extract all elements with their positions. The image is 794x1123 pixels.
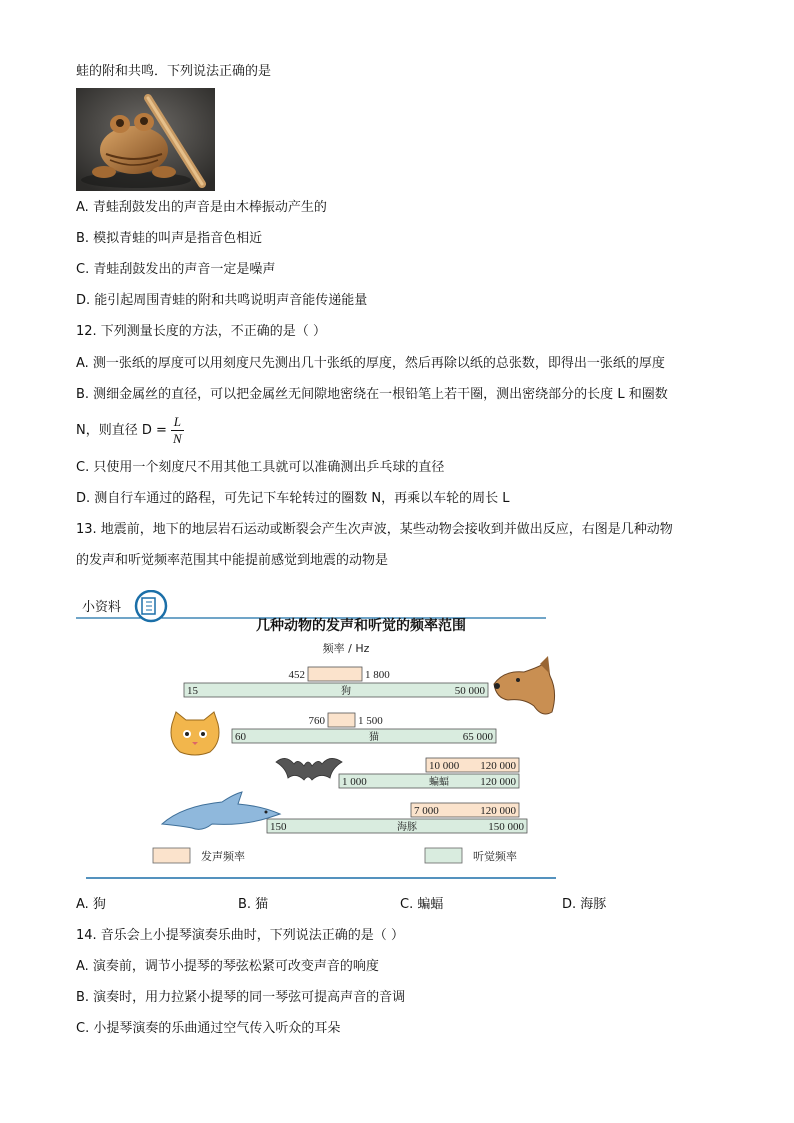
hearing-max-label-3: 150 000 (488, 821, 524, 833)
q11-stem-tail: 蛙的附和共鸣．下列说法正确的是 (76, 64, 272, 79)
fraction-denominator: N (173, 431, 182, 446)
q11-option-d: D. 能引起周围青蛙的附和共鸣说明声音能传递能量 (76, 293, 368, 308)
produce-max-label-3: 120 000 (480, 805, 516, 817)
produce-max-label-2: 120 000 (480, 760, 516, 772)
legend-swatch-hear (425, 848, 462, 863)
q12-stem: 12. 下列测量长度的方法，不正确的是（ ） (76, 324, 326, 339)
q11-option-b: B. 模拟青蛙的叫声是指音色相近 (76, 231, 263, 246)
q12-formula-prefix: N，则直径 D = (76, 423, 167, 438)
produce-max-label-1: 1 500 (358, 715, 383, 727)
q14-option-c: C. 小提琴演奏的乐曲通过空气传入听众的耳朵 (76, 1021, 341, 1036)
hearing-bar-1 (232, 729, 496, 743)
animal-name-0: 狗 (341, 686, 351, 697)
hearing-max-label-1: 65 000 (462, 731, 493, 743)
hearing-min-label-2: 1 000 (342, 776, 367, 788)
legend-label-hear: 听觉频率 (473, 850, 517, 863)
hearing-min-label-0: 15 (187, 685, 198, 697)
q13-option-d: D. 海豚 (562, 897, 607, 912)
q13-stem-line1: 13. 地震前，地下的地层岩石运动或断裂会产生次声波，某些动物会接收到并做出反应，右图是几种动物 (76, 522, 673, 537)
produce-min-label-1: 760 (308, 715, 325, 727)
chart-badge: 小资料 (82, 600, 122, 615)
produce-min-label-2: 10 000 (429, 760, 460, 772)
hearing-max-label-2: 120 000 (480, 776, 516, 788)
q13-stem-line2: 的发声和听觉频率范围其中能提前感觉到地震的动物是 (76, 553, 389, 568)
animal-name-3: 海豚 (397, 822, 417, 833)
animal-name-2: 蝙蝠 (429, 777, 449, 788)
book-icon (136, 591, 166, 621)
q14-option-b: B. 演奏时，用力拉紧小提琴的同一琴弦可提高声音的音调 (76, 990, 406, 1005)
produce-min-label-0: 452 (288, 669, 305, 681)
legend-label-produce: 发声频率 (201, 850, 245, 863)
animal-name-1: 猫 (369, 732, 379, 743)
q14-option-a: A. 演奏前，调节小提琴的琴弦松紧可改变声音的响度 (76, 959, 379, 974)
hearing-max-label-0: 50 000 (454, 685, 485, 697)
q12-option-c: C. 只使用一个刻度尺不用其他工具就可以准确测出乒乓球的直径 (76, 460, 445, 475)
produce-bar-0 (308, 667, 362, 681)
produce-bar-1 (328, 713, 355, 727)
hearing-min-label-3: 150 (270, 821, 287, 833)
fraction-numerator: L (171, 414, 184, 431)
q11-option-a: A. 青蛙刮鼓发出的声音是由木棒振动产生的 (76, 200, 327, 215)
dolphin-icon (162, 792, 280, 829)
produce-max-label-0: 1 800 (365, 669, 390, 681)
hearing-min-label-1: 60 (235, 731, 246, 743)
q12-option-d: D. 测自行车通过的路程，可先记下车轮转过的圈数 N，再乘以车轮的周长 L (76, 491, 510, 506)
chart-title: 几种动物的发声和听觉的频率范围 (256, 618, 466, 634)
legend-swatch-produce (153, 848, 190, 863)
q13-option-a: A. 狗 (76, 897, 106, 912)
q12-option-a: A. 测一张纸的厚度可以用刻度尺先测出几十张纸的厚度，然后再除以纸的总张数，即得出一张纸的厚度 (76, 356, 665, 371)
q14-stem: 14. 音乐会上小提琴演奏乐曲时，下列说法正确的是（ ） (76, 928, 404, 943)
produce-min-label-3: 7 000 (414, 805, 439, 817)
dog-icon (494, 656, 555, 714)
bat-icon (276, 758, 342, 780)
q13-option-b: B. 猫 (238, 897, 269, 912)
q12-option-b-line2 (76, 413, 184, 449)
q13-option-c: C. 蝙蝠 (400, 897, 444, 912)
q12-option-b-line1: B. 测细金属丝的直径，可以把金属丝无间隙地密绕在一根铅笔上若干圈，测出密绕部分的长度 L 和圈数 (76, 387, 668, 402)
frog-guiro-photo (76, 88, 215, 191)
q11-option-c: C. 青蛙刮鼓发出的声音一定是噪声 (76, 262, 276, 277)
frequency-range-chart (76, 590, 566, 885)
cat-icon (171, 712, 219, 755)
y-axis-label: 频率 / Hz (322, 642, 370, 655)
hearing-bar-0 (184, 683, 488, 697)
diameter-fraction (171, 414, 184, 447)
